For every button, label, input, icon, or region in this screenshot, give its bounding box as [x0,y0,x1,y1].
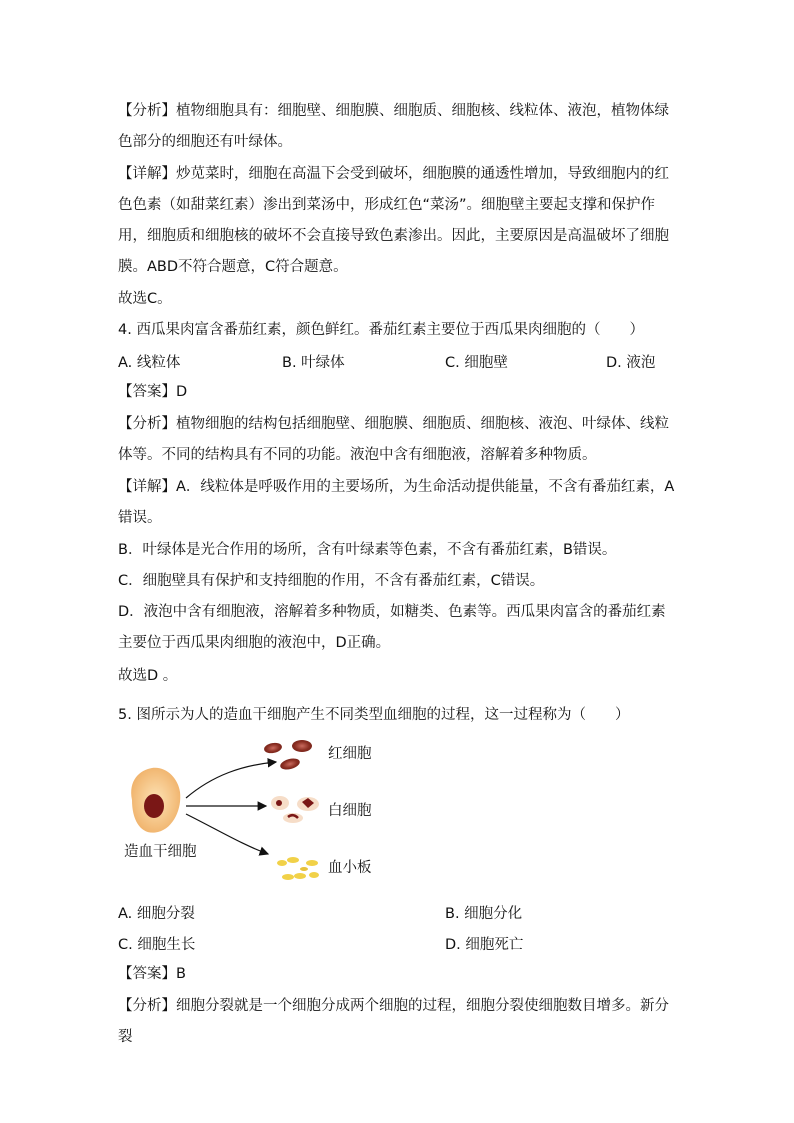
platelet-label: 血小板 [328,860,372,876]
q4-answer: 【答案】D [118,384,188,400]
blood-cell-differentiation-figure [118,730,418,890]
q5-options-row-2 [118,933,678,957]
q4-detail-b: B．叶绿体是光合作用的场所，含有叶绿素等色素，不含有番茄红素，B错误。 [118,542,617,558]
arrow-to-red-cells [186,762,276,798]
q3-detail: 【详解】炒苋菜时，细胞在高温下会受到破坏，细胞膜的通透性增加，导致细胞内的红色色素（如甜菜红素）渗出到菜汤中，形成红色“菜汤”。细胞壁主要起支撑和保护作用，细胞质和细胞核的破坏不会直接导致色素渗出。因此，主要原因是高温破坏了细胞膜。ABD不符合题意，C符合题意。 [118,166,669,275]
red-blood-cells-icon [263,740,312,771]
q4-options [118,351,678,375]
q4-detail-c: C．细胞壁具有保护和支持细胞的作用，不含有番茄红素，C错误。 [118,573,545,589]
q5-question: 5. 图所示为人的造血干细胞产生不同类型血细胞的过程，这一过程称为（ ） [118,707,630,723]
q5-options-row-1 [118,902,678,926]
q3-analysis: 【分析】植物细胞具有：细胞壁、细胞膜、细胞质、细胞核、线粒体、液泡，植物体绿色部分的细胞还有叶绿体。 [118,103,669,150]
q5-answer: 【答案】B [118,966,186,982]
platelets-icon [277,857,319,880]
q4-option-b: B. 叶绿体 [282,355,345,371]
q4-option-c: C. 细胞壁 [445,355,508,371]
q4-detail-a: 【详解】A．线粒体是呼吸作用的主要场所，为生命活动提供能量，不含有番茄红素，A错误。 [118,479,675,526]
q4-option-d: D. 液泡 [606,355,656,371]
stem-cell-icon [131,768,180,833]
q4-conclusion: 故选D 。 [118,668,178,684]
q4-detail-d: D．液泡中含有细胞液，溶解着多种物质，如糖类、色素等。西瓜果肉富含的番茄红素主要位于西瓜果肉细胞的液泡中，D正确。 [118,604,666,651]
red-cell-label: 红细胞 [328,746,372,762]
q5-option-b: B. 细胞分化 [445,906,523,922]
q5-option-c: C. 细胞生长 [118,937,196,953]
q4-question: 4. 西瓜果肉富含番茄红素，颜色鲜红。番茄红素主要位于西瓜果肉细胞的（ ） [118,322,644,338]
q4-analysis: 【分析】植物细胞的结构包括细胞壁、细胞膜、细胞质、细胞核、液泡、叶绿体、线粒体等。不同的结构具有不同的功能。液泡中含有细胞液，溶解着多种物质。 [118,416,669,463]
q4-option-a: A. 线粒体 [118,355,181,371]
arrow-to-platelets [186,814,268,854]
q5-option-d: D. 细胞死亡 [445,937,524,953]
q3-conclusion: 故选C。 [118,291,172,307]
q5-option-a: A. 细胞分裂 [118,906,195,922]
figure-drawing [118,730,418,890]
q5-analysis: 【分析】细胞分裂就是一个细胞分成两个细胞的过程，细胞分裂使细胞数目增多。新分裂 [118,998,669,1045]
white-blood-cells-icon [271,796,319,823]
stem-cell-label: 造血干细胞 [124,844,197,860]
white-cell-label: 白细胞 [328,803,372,819]
